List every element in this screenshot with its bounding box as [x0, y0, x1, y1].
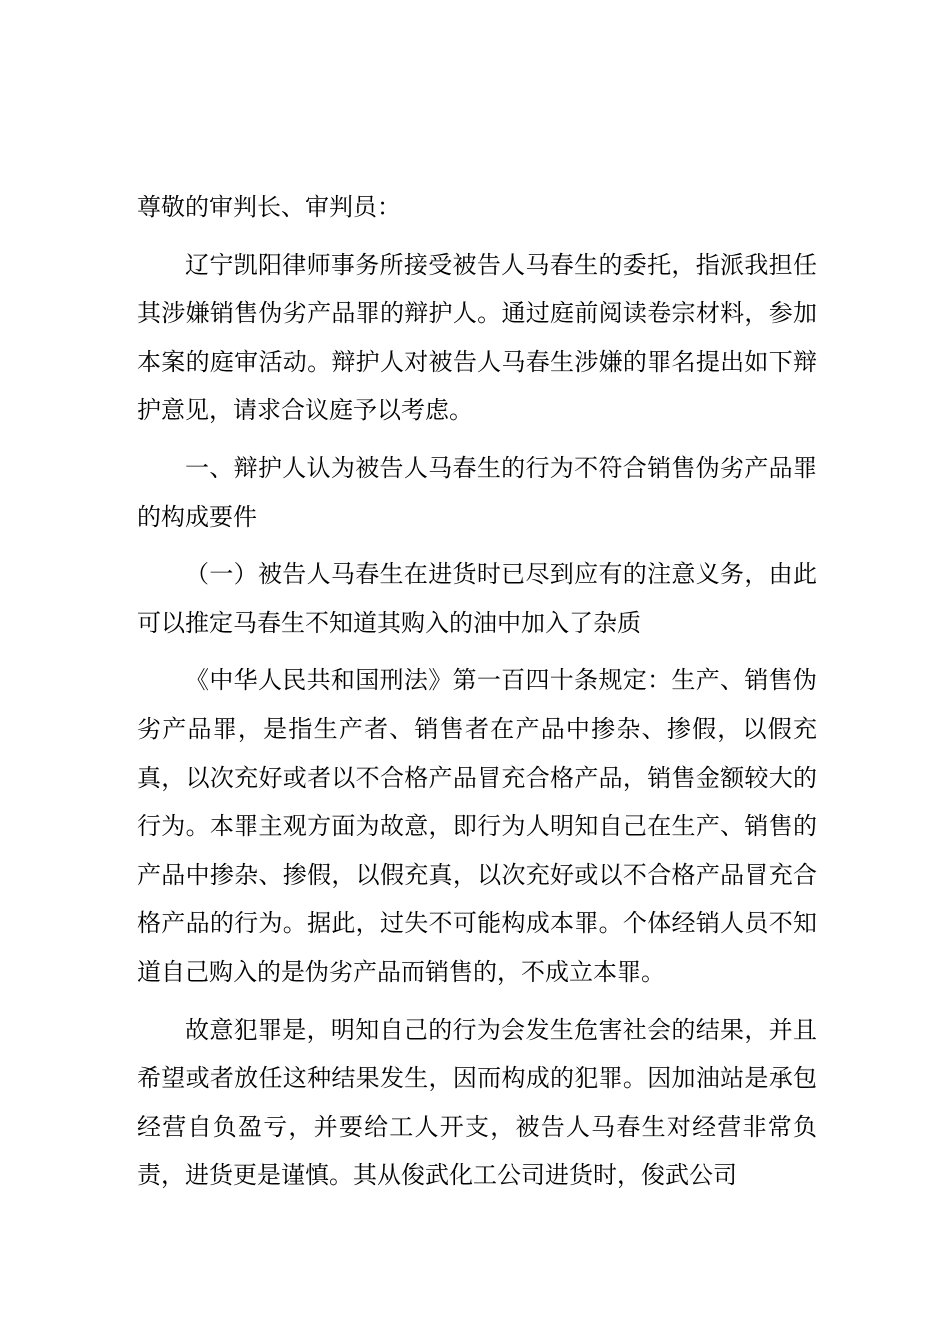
heading-section-one: 一、辩护人认为被告人马春生的行为不符合销售伪劣产品罪的构成要件	[137, 453, 817, 531]
salutation: 尊敬的审判长、审判员：	[137, 193, 401, 221]
paragraph-intentional-crime: 故意犯罪是，明知自己的行为会发生危害社会的结果，并且希望或者放任这种结果发生，因而构成的犯罪。因加油站是承包经营自负盈亏，并要给工人开支，被告人马春生对经营非常负责，进货更是谨慎。其从俊武化工公司进货时，俊武公司	[137, 1015, 817, 1190]
heading-subsection-one: （一）被告人马春生在进货时已尽到应有的注意义务，由此可以推定马春生不知道其购入的油中加入了杂质	[137, 560, 817, 637]
paragraph-intro: 辽宁凯阳律师事务所接受被告人马春生的委托，指派我担任其涉嫌销售伪劣产品罪的辩护人。通过庭前阅读卷宗材料，参加本案的庭审活动。辩护人对被告人马春生涉嫌的罪名提出如下辩护意见，请求合议庭予以考虑。	[137, 250, 817, 425]
document-body	[137, 183, 817, 1200]
paragraph-criminal-law: 《中华人民共和国刑法》第一百四十条规定：生产、销售伪劣产品罪，是指生产者、销售者在产品中掺杂、掺假，以假充真，以次充好或者以不合格产品冒充合格产品，销售金额较大的行为。本罪主观方面为故意，即行为人明知自己在生产、销售的产品中掺杂、掺假，以假充真，以次充好或以不合格产品冒充合格产品的行为。据此，过失不可能构成本罪。个体经销人员不知道自己购入的是伪劣产品而销售的，不成立本罪。	[137, 666, 817, 986]
